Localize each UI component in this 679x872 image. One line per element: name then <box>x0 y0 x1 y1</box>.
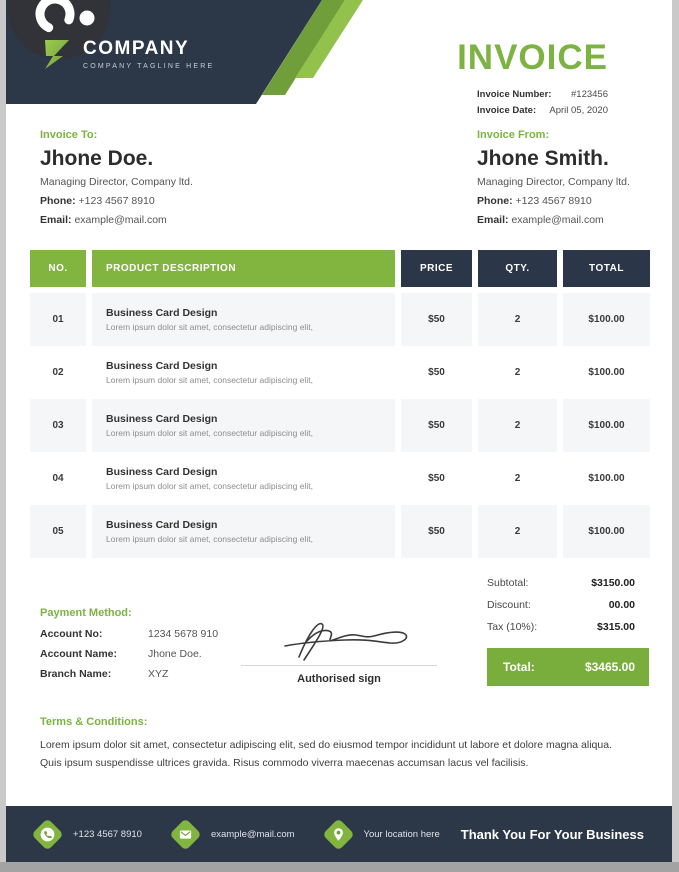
invoice-to-name: Jhone Doe. <box>40 147 154 170</box>
row-price: $50 <box>428 367 445 378</box>
row-qty: 2 <box>478 505 557 558</box>
col-header-total: TOTAL <box>563 250 650 287</box>
branch-name-label: Branch Name: <box>40 668 112 680</box>
image-bottom-border <box>0 862 679 872</box>
table-row <box>30 293 650 346</box>
row-description <box>92 346 395 399</box>
col-header-no: NO. <box>30 250 86 287</box>
item-subtitle: Lorem ipsum dolor sit amet, consectetur adipiscing elit, <box>106 481 313 491</box>
footer-email-item <box>174 823 295 846</box>
invoice-page <box>6 0 672 862</box>
invoice-to-email-label: Email: <box>40 214 72 226</box>
location-pin-icon <box>322 818 355 851</box>
tax-row <box>487 621 635 633</box>
invoice-number-row <box>477 89 608 100</box>
signature-line <box>241 665 437 666</box>
account-no-value: 1234 5678 910 <box>148 628 219 640</box>
invoice-to-email-value: example@mail.com <box>74 214 167 226</box>
invoice-to-block <box>40 129 280 233</box>
subtotal-row <box>487 577 635 589</box>
invoice-from-phone-label: Phone: <box>477 195 513 207</box>
subtotal-label: Subtotal: <box>487 577 529 589</box>
col-header-qty: QTY. <box>478 250 557 287</box>
row-qty: 2 <box>478 293 557 346</box>
terms-label: Terms & Conditions: <box>40 716 148 728</box>
row-price: $50 <box>401 505 472 558</box>
grand-total-label: Total: <box>503 660 535 674</box>
item-subtitle: Lorem ipsum dolor sit amet, consectetur adipiscing elit, <box>106 534 313 544</box>
row-description <box>92 452 395 505</box>
item-title: Business Card Design <box>106 307 218 319</box>
row-total: $100.00 <box>588 473 625 484</box>
tax-value: $315.00 <box>597 621 635 633</box>
invoice-from-email <box>477 214 672 226</box>
branch-name-row <box>40 668 270 680</box>
item-title: Business Card Design <box>106 466 218 478</box>
invoice-to-phone-label: Phone: <box>40 195 76 207</box>
grand-total-box <box>487 648 649 686</box>
company-name: COMPANY <box>83 38 190 59</box>
row-total: $100.00 <box>563 505 650 558</box>
row-price: $50 <box>401 399 472 452</box>
discount-value: 00.00 <box>608 599 635 611</box>
row-price: $50 <box>401 293 472 346</box>
invoice-from-title: Managing Director, Company ltd. <box>477 176 630 188</box>
row-no: 02 <box>52 367 64 378</box>
row-price: $50 <box>428 473 445 484</box>
invoice-to-label: Invoice To: <box>40 129 98 141</box>
invoice-to-title: Managing Director, Company ltd. <box>40 176 193 188</box>
footer-location-text: Your location here <box>363 828 440 840</box>
totals-block <box>487 577 635 643</box>
table-row <box>30 452 650 505</box>
row-total: $100.00 <box>563 399 650 452</box>
item-subtitle: Lorem ipsum dolor sit amet, consectetur adipiscing elit, <box>106 428 313 438</box>
company-logo <box>38 36 214 72</box>
col-header-price: PRICE <box>401 250 472 287</box>
invoice-from-label: Invoice From: <box>477 129 550 141</box>
invoice-to-email <box>40 214 280 226</box>
col-header-description: PRODUCT DESCRIPTION <box>92 250 395 287</box>
signature-scribble <box>241 615 437 663</box>
table-header <box>30 250 650 287</box>
discount-row <box>487 599 635 611</box>
branch-name-value: XYZ <box>148 668 169 680</box>
row-total: $100.00 <box>563 293 650 346</box>
payment-method-block <box>40 607 270 688</box>
row-total: $100.00 <box>588 367 625 378</box>
account-no-label: Account No: <box>40 628 103 640</box>
grand-total-value: $3465.00 <box>584 660 635 674</box>
footer-thanks-text: Thank You For Your Business <box>460 826 644 842</box>
invoice-from-email-label: Email: <box>477 214 509 226</box>
row-description <box>92 505 395 558</box>
invoice-number-value: #123456 <box>571 89 608 100</box>
invoice-date-value: April 05, 2020 <box>549 105 608 116</box>
item-title: Business Card Design <box>106 413 218 425</box>
account-no-row <box>40 628 270 640</box>
payment-method-label: Payment Method: <box>40 607 132 619</box>
table-row <box>30 505 650 558</box>
signature-caption: Authorised sign <box>297 673 381 685</box>
row-qty: 2 <box>514 473 521 484</box>
row-description <box>92 399 395 452</box>
row-description <box>92 293 395 346</box>
invoice-to-phone-value: +123 4567 8910 <box>78 195 155 207</box>
invoice-date-label: Invoice Date: <box>477 105 537 116</box>
tax-label: Tax (10%): <box>487 621 538 633</box>
subtotal-value: $3150.00 <box>591 577 635 589</box>
footer-bar <box>6 806 672 862</box>
invoice-from-name: Jhone Smith. <box>477 147 609 170</box>
phone-icon <box>31 818 64 851</box>
invoice-from-phone <box>477 195 672 207</box>
discount-label: Discount: <box>487 599 531 611</box>
row-no: 01 <box>30 293 86 346</box>
invoice-from-block <box>477 129 672 233</box>
table-row <box>30 399 650 452</box>
signature-block <box>241 615 437 685</box>
footer-phone-text: +123 4567 8910 <box>73 828 142 840</box>
invoice-meta <box>477 89 608 121</box>
table-row <box>30 346 650 399</box>
item-subtitle: Lorem ipsum dolor sit amet, consectetur adipiscing elit, <box>106 322 313 332</box>
account-name-row <box>40 648 270 660</box>
company-tagline: COMPANY TAGLINE HERE <box>83 63 215 70</box>
terms-block <box>40 716 620 772</box>
row-no: 05 <box>30 505 86 558</box>
invoice-from-phone-value: +123 4567 8910 <box>515 195 592 207</box>
terms-text: Lorem ipsum dolor sit amet, consectetur adipiscing elit, sed do eiusmod tempor incididunt ut labore et dolore magna aliqua. Quis ipsum suspendisse ultrices gravida. Risus commodo viverra maecenas accumsan lacus vel facilisis. <box>40 739 612 769</box>
account-name-label: Account Name: <box>40 648 118 660</box>
invoice-title: INVOICE <box>457 38 608 77</box>
invoice-number-label: Invoice Number: <box>477 89 552 100</box>
company-logo-icon <box>38 36 74 72</box>
invoice-to-phone <box>40 195 280 207</box>
footer-phone-item <box>36 823 142 846</box>
item-title: Business Card Design <box>106 519 218 531</box>
item-subtitle: Lorem ipsum dolor sit amet, consectetur adipiscing elit, <box>106 375 313 385</box>
account-name-value: Jhone Doe. <box>148 648 202 660</box>
row-qty: 2 <box>514 367 521 378</box>
footer-email-text: example@mail.com <box>210 828 295 840</box>
item-title: Business Card Design <box>106 360 218 372</box>
footer-location-item <box>327 823 440 846</box>
row-no: 04 <box>52 473 64 484</box>
invoice-date-row <box>477 105 608 116</box>
email-icon <box>169 818 202 851</box>
row-qty: 2 <box>478 399 557 452</box>
row-no: 03 <box>30 399 86 452</box>
invoice-from-email-value: example@mail.com <box>511 214 604 226</box>
